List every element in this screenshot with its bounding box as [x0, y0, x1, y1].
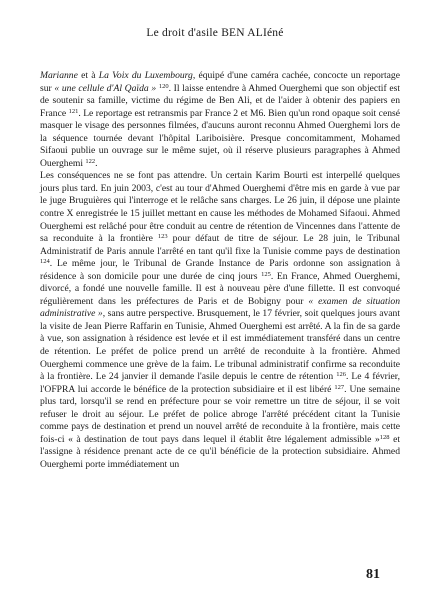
footnote-ref: 122 [85, 157, 96, 165]
italic-text: Marianne [40, 70, 78, 81]
text-run: . Le reportage est retransmis par France 2 et M6. Bien qu'un rond opaque soit censé masquer le visage des personnes filmées, d'aucuns auront reconnu Ahmed Ouerghemi lors de la séquence tournée devant l'hôpital Lariboisière. Presque concomitamment, Mohamed Sifaoui publie un ouvrage sur le même sujet, où il réserve plusieurs paragraphes à Ahmed Ouerghemi [40, 107, 400, 169]
footnote-ref: 126 [336, 371, 346, 379]
text-run: . Le 4 février, l'OFPRA lui accorde le bénéfice de la protection subsidiaire et il est libéré [40, 371, 400, 395]
page-number: 81 [366, 567, 380, 582]
text-run: . [95, 157, 98, 169]
text-run: , sans autre perspective. Brusquement, le 17 février, soit quelques jours avant la visite de Jean Pierre Raffarin en Tunisie, Ahmed Ouerghemi est arrêté. A la fin de sa garde à vue, son assignation à résidence est levée et il est immédiatement transféré dans un centre de rétention. Le préfet de police prend un arrêté de reconduite à la frontière. Ahmed Ouerghemi commence une grève de la faim. Le tribunal administratif confirme sa reconduite à la frontière. Le 24 janvier il demande l'asile depuis le centre de rétention [40, 308, 401, 383]
text-run: , équipé d'une caméra cachée, concocte un reportage sur [40, 70, 400, 94]
footnote-ref: 123 [157, 233, 168, 241]
running-head: Le droit d'asile BEN ALIéné [146, 27, 284, 39]
text-run: . Le même jour, le Tribunal de Grande Instance de Paris ordonne son assignation à résidence à son domicile pour une durée de cinq jours [40, 258, 400, 282]
italic-text: « examen de situation administrative » [40, 295, 400, 320]
paragraph [40, 70, 400, 170]
text-run: . En France, Ahmed Ouerghemi, divorcé, a fondé une nouvelle famille. Il est à nouveau père d'une fillette. Il est convoqué régulièrement dans les préfectures de Paris et de Bobigny pour [40, 270, 400, 307]
footnote-ref: 125 [261, 270, 271, 278]
italic-text: La Voix du Luxembourg [98, 70, 193, 81]
footnote-ref: 121 [68, 107, 79, 115]
footnote-ref: 120 [158, 82, 169, 90]
footnote-ref: 128 [379, 433, 390, 441]
text-run: et à [77, 70, 99, 81]
italic-text: « une cellule d'Al Qaïda » [54, 82, 157, 94]
footnote-ref: 127 [334, 383, 345, 391]
text-run: Les conséquences ne se font pas attendre. Un certain Karim Bourti est interpellé quelques jours plus tard. En juin 2003, c'est au tour d'Ahmed Ouerghemi d'être mis en garde à vue par le juge Bruguières qui l'interroge et le relâche sans charges. Le 26 juin, il dépose une plainte contre X enregistrée le 15 juillet mettant en cause les méthodes de Mohamed Sifaoui. Ahmed Ouerghemi est relâché pour être conduit au centre de rétention de Vincennes dans l'attente de sa reconduite à la frontière [40, 170, 400, 245]
text-run: et l'assigne à résidence prenant acte de ce qu'il bénéficie de la protection subsidiaire. Ahmed Ouerghemi porte immédiatement un [40, 433, 401, 470]
text-run: . Une semaine plus tard, lorsqu'il se rend en préfecture pour se voir remettre un titre de séjour, il se voit refuser le droit au séjour. Le préfet de police abroge l'arrêté précédent citant la Tunisie comme pays de destination et prend un nouvel arrêté de reconduite à la frontière, mais cette fois-ci « à destination de tout pays dans lequel il établit être légalement admissible » [40, 383, 400, 445]
body-text [40, 70, 400, 472]
text-run: pour défaut de titre de séjour. Le 28 juin, le Tribunal Administratif de Paris annule l'arrêté en tant qu'il fixe la Tunisie comme pays de destination [40, 233, 400, 257]
footnote-ref: 124 [40, 258, 50, 266]
text-run: . Il laisse entendre à Ahmed Ouerghemi que son objectif est de soutenir sa famille, victime du régime de Ben Ali, et de l'aider à obtenir des papiers en France [40, 82, 400, 119]
paragraph [40, 170, 400, 471]
